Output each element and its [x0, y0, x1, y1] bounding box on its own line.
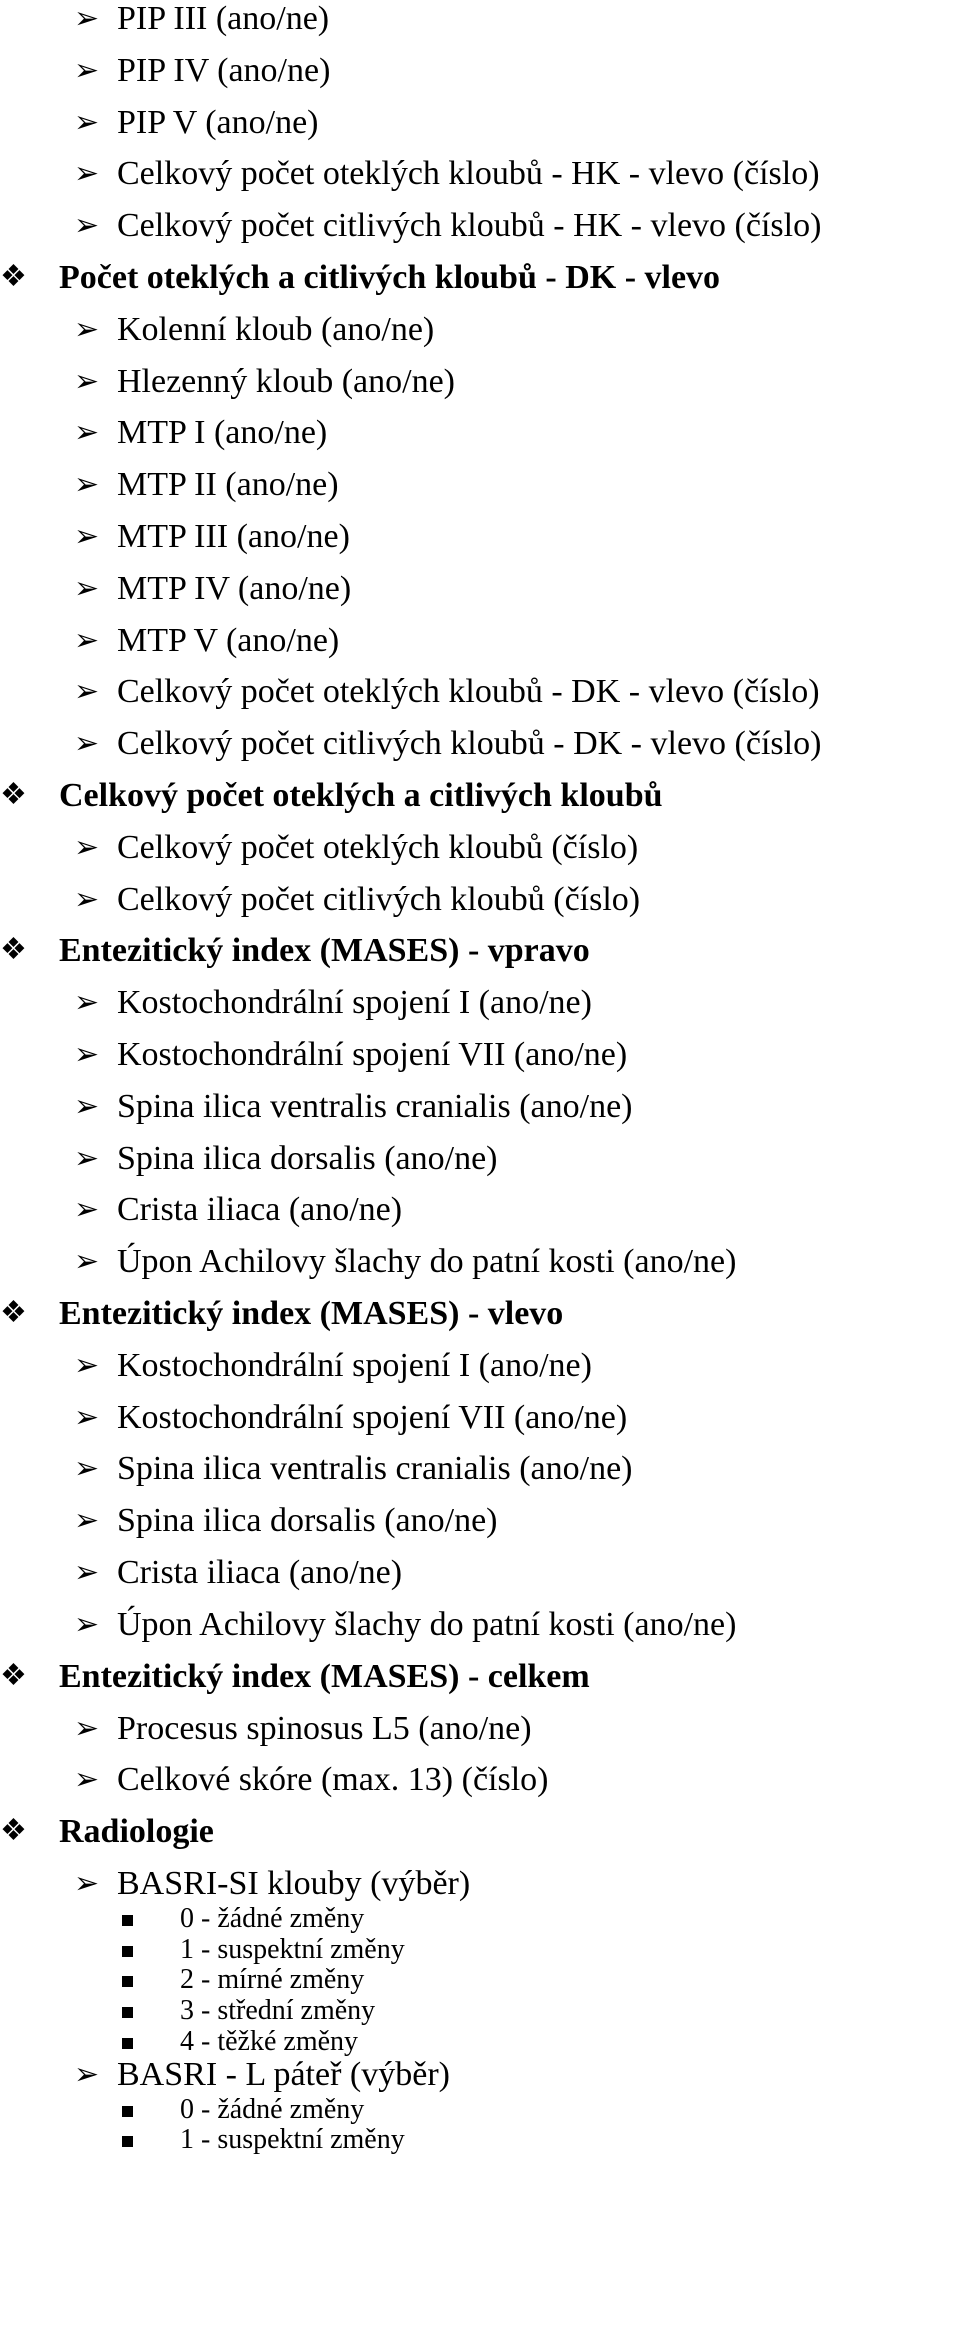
- item-text: Kostochondrální spojení VII (ano/ne): [117, 1036, 628, 1073]
- item-text: MTP I (ano/ne): [117, 414, 328, 451]
- arrowhead-bullet-icon: ➢: [74, 1763, 100, 1796]
- item-text: Entezitický index (MASES) - vlevo: [59, 1295, 564, 1332]
- square-bullet-icon: [122, 1976, 133, 1987]
- item-text: Celkový počet oteklých kloubů - DK - vlevo (číslo): [117, 673, 820, 710]
- arrowhead-bullet-icon: ➢: [74, 1193, 100, 1226]
- square-bullet-icon: [122, 2106, 133, 2117]
- arrowhead-bullet-icon: ➢: [74, 1245, 100, 1278]
- diamond-bullet-icon: ❖: [0, 1659, 27, 1692]
- item-text: Crista iliaca (ano/ne): [117, 1554, 403, 1591]
- square-bullet-icon: [122, 2136, 133, 2147]
- item-text: Entezitický index (MASES) - celkem: [59, 1658, 590, 1695]
- item-text: Entezitický index (MASES) - vpravo: [59, 932, 590, 969]
- item-text: MTP III (ano/ne): [117, 518, 350, 555]
- arrowhead-bullet-icon: ➢: [74, 1401, 100, 1434]
- arrowhead-bullet-icon: ➢: [74, 1867, 100, 1900]
- item-text: Kostochondrální spojení VII (ano/ne): [117, 1399, 628, 1436]
- item-text: Kostochondrální spojení I (ano/ne): [117, 1347, 592, 1384]
- item-text: Spina ilica ventralis cranialis (ano/ne): [117, 1088, 633, 1125]
- square-bullet-icon: [122, 2007, 133, 2018]
- item-text: MTP V (ano/ne): [117, 622, 340, 659]
- item-text: Hlezenný kloub (ano/ne): [117, 363, 455, 400]
- item-text: BASRI-SI klouby (výběr): [117, 1865, 471, 1902]
- diamond-bullet-icon: ❖: [0, 1296, 27, 1329]
- arrowhead-bullet-icon: ➢: [74, 365, 100, 398]
- item-text: Kolenní kloub (ano/ne): [117, 311, 435, 348]
- item-text: MTP IV (ano/ne): [117, 570, 352, 607]
- arrowhead-bullet-icon: ➢: [74, 468, 100, 501]
- item-text: 0 - žádné změny: [180, 1903, 365, 1934]
- item-text: PIP V (ano/ne): [117, 104, 319, 141]
- diamond-bullet-icon: ❖: [0, 260, 27, 293]
- arrowhead-bullet-icon: ➢: [74, 675, 100, 708]
- item-text: 3 - střední změny: [180, 1995, 376, 2026]
- item-text: 1 - suspektní změny: [180, 2124, 405, 2155]
- arrowhead-bullet-icon: ➢: [74, 313, 100, 346]
- item-text: Úpon Achilovy šlachy do patní kosti (ano/ne): [117, 1606, 737, 1643]
- item-text: Počet oteklých a citlivých kloubů - DK - vlevo: [59, 259, 721, 296]
- item-text: BASRI - L páteř (výběr): [117, 2056, 450, 2093]
- arrowhead-bullet-icon: ➢: [74, 1452, 100, 1485]
- arrowhead-bullet-icon: ➢: [74, 831, 100, 864]
- arrowhead-bullet-icon: ➢: [74, 106, 100, 139]
- arrowhead-bullet-icon: ➢: [74, 727, 100, 760]
- arrowhead-bullet-icon: ➢: [74, 1090, 100, 1123]
- arrowhead-bullet-icon: ➢: [74, 1712, 100, 1745]
- item-text: Celkové skóre (max. 13) (číslo): [117, 1761, 549, 1798]
- diamond-bullet-icon: ❖: [0, 1814, 27, 1847]
- item-text: Spina ilica dorsalis (ano/ne): [117, 1502, 498, 1539]
- item-text: Celkový počet oteklých kloubů (číslo): [117, 829, 639, 866]
- item-text: Kostochondrální spojení I (ano/ne): [117, 984, 592, 1021]
- item-text: 0 - žádné změny: [180, 2094, 365, 2125]
- item-text: MTP II (ano/ne): [117, 466, 339, 503]
- arrowhead-bullet-icon: ➢: [74, 416, 100, 449]
- arrowhead-bullet-icon: ➢: [74, 2058, 100, 2091]
- diamond-bullet-icon: ❖: [0, 778, 27, 811]
- item-text: PIP IV (ano/ne): [117, 52, 331, 89]
- item-text: Celkový počet oteklých kloubů - HK - vlevo (číslo): [117, 155, 820, 192]
- arrowhead-bullet-icon: ➢: [74, 1038, 100, 1071]
- item-text: Celkový počet oteklých a citlivých kloubů: [59, 777, 663, 814]
- arrowhead-bullet-icon: ➢: [74, 1608, 100, 1641]
- square-bullet-icon: [122, 2038, 133, 2049]
- item-text: 1 - suspektní změny: [180, 1934, 405, 1965]
- item-text: Úpon Achilovy šlachy do patní kosti (ano/ne): [117, 1243, 737, 1280]
- item-text: Spina ilica ventralis cranialis (ano/ne): [117, 1450, 633, 1487]
- square-bullet-icon: [122, 1915, 133, 1926]
- item-text: Celkový počet citlivých kloubů - DK - vlevo (číslo): [117, 725, 822, 762]
- item-text: Crista iliaca (ano/ne): [117, 1191, 403, 1228]
- item-text: Spina ilica dorsalis (ano/ne): [117, 1140, 498, 1177]
- item-text: Procesus spinosus L5 (ano/ne): [117, 1710, 532, 1747]
- arrowhead-bullet-icon: ➢: [74, 624, 100, 657]
- item-text: Celkový počet citlivých kloubů (číslo): [117, 881, 641, 918]
- arrowhead-bullet-icon: ➢: [74, 1142, 100, 1175]
- item-text: PIP III (ano/ne): [117, 0, 330, 37]
- arrowhead-bullet-icon: ➢: [74, 2, 100, 35]
- arrowhead-bullet-icon: ➢: [74, 1504, 100, 1537]
- arrowhead-bullet-icon: ➢: [74, 520, 100, 553]
- item-text: Celkový počet citlivých kloubů - HK - vlevo (číslo): [117, 207, 822, 244]
- arrowhead-bullet-icon: ➢: [74, 157, 100, 190]
- arrowhead-bullet-icon: ➢: [74, 1349, 100, 1382]
- item-text: 4 - těžké změny: [180, 2026, 359, 2057]
- diamond-bullet-icon: ❖: [0, 933, 27, 966]
- arrowhead-bullet-icon: ➢: [74, 986, 100, 1019]
- arrowhead-bullet-icon: ➢: [74, 1556, 100, 1589]
- square-bullet-icon: [122, 1946, 133, 1957]
- item-text: 2 - mírné změny: [180, 1964, 365, 1995]
- arrowhead-bullet-icon: ➢: [74, 209, 100, 242]
- item-text: Radiologie: [59, 1813, 214, 1850]
- arrowhead-bullet-icon: ➢: [74, 54, 100, 87]
- arrowhead-bullet-icon: ➢: [74, 572, 100, 605]
- arrowhead-bullet-icon: ➢: [74, 883, 100, 916]
